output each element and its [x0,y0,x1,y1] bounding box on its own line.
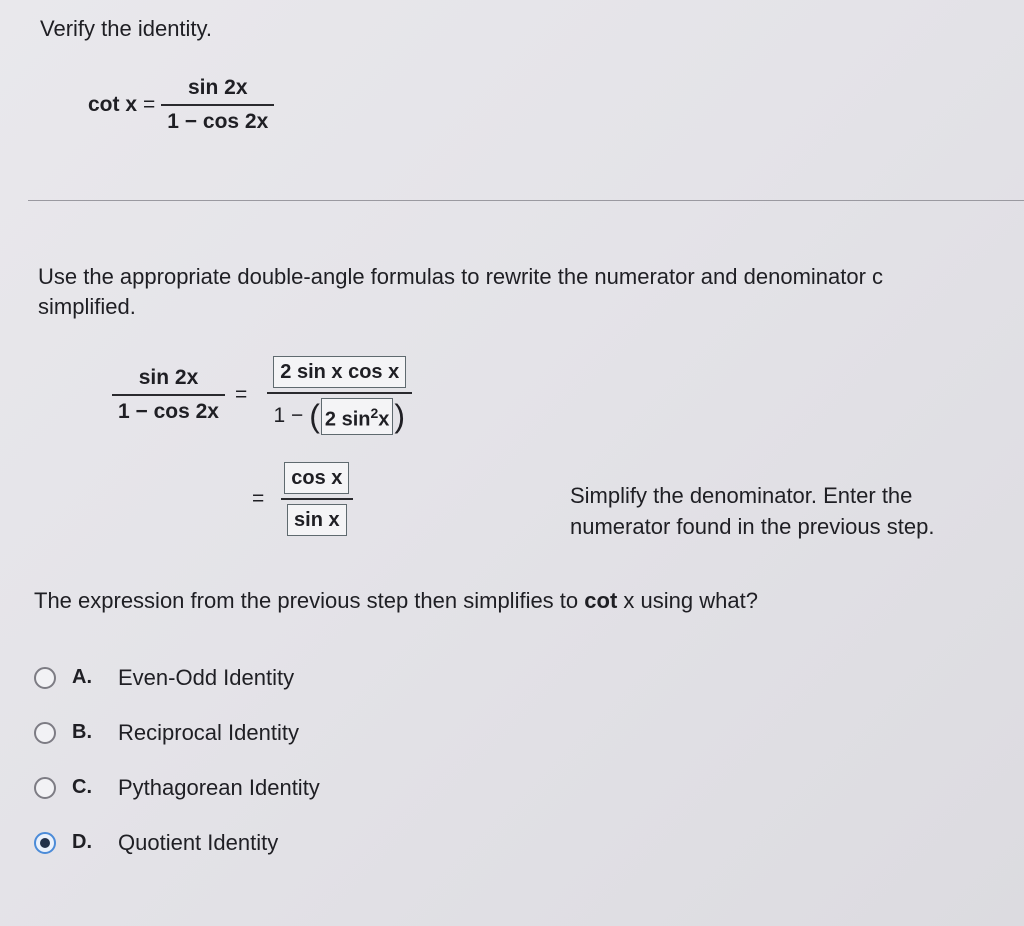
denominator-answer-box[interactable] [321,398,394,435]
question-text [34,588,758,614]
instruction-line-2: simplified. [38,294,136,319]
option-c[interactable] [34,760,320,815]
step1-lhs-fraction [112,366,225,424]
identity-fraction [161,76,274,134]
equals-sign: = [252,487,265,510]
option-letter: B. [72,721,92,743]
radio-button[interactable] [34,667,56,689]
denominator-answer-var: x [378,408,390,431]
simplified-denominator-box[interactable]: sin x [287,504,347,536]
instruction-line-1: Use the appropriate double-angle formulas to rewrite the numerator and denominator c [38,264,884,289]
step1-den-prefix: 1 − [273,404,304,428]
step2-fraction [278,462,355,536]
option-letter: A. [72,666,92,688]
work-step-2 [252,462,355,536]
identity-denominator: 1 − cos 2x [161,104,274,134]
option-label: Pythagorean Identity [118,774,320,800]
radio-button-selected[interactable] [34,832,56,854]
step1-lhs-denominator: 1 − cos 2x [112,394,225,424]
identity-expression [88,76,274,134]
section-divider [28,200,1024,201]
simplified-numerator-box[interactable]: cos x [284,462,349,494]
close-paren: ) [394,398,406,435]
equals-sign: = [143,93,156,116]
radio-button[interactable] [34,777,56,799]
question-suffix: x using what? [623,588,758,613]
step1-lhs-numerator: sin 2x [138,366,199,390]
open-paren: ( [309,398,320,435]
denominator-answer-text: 2 sin [324,408,371,431]
question-bold: cot [584,588,618,613]
option-label: Reciprocal Identity [118,719,299,745]
option-label: Even-Odd Identity [118,664,295,690]
hint-text: Simplify the denominator. Enter the numerator found in the previous step. [570,483,935,539]
equals-sign: = [235,383,248,407]
page-title: Verify the identity. [40,16,213,41]
option-b[interactable] [34,705,320,760]
radio-button[interactable] [34,722,56,744]
option-d[interactable] [34,815,320,870]
work-step-1 [112,356,422,435]
option-label: Quotient Identity [118,829,279,855]
option-letter: D. [72,831,92,853]
option-a[interactable] [34,650,320,705]
exponent: 2 [370,405,379,421]
identity-lhs: cot x [88,93,138,116]
answer-options [34,650,320,870]
step1-rhs-fraction [257,356,422,435]
identity-numerator: sin 2x [188,76,248,99]
radio-dot [40,838,50,848]
option-letter: C. [72,776,92,798]
question-prefix: The expression from the previous step then simplifies to [34,588,579,613]
numerator-answer-box[interactable]: 2 sin x cos x [273,356,406,388]
